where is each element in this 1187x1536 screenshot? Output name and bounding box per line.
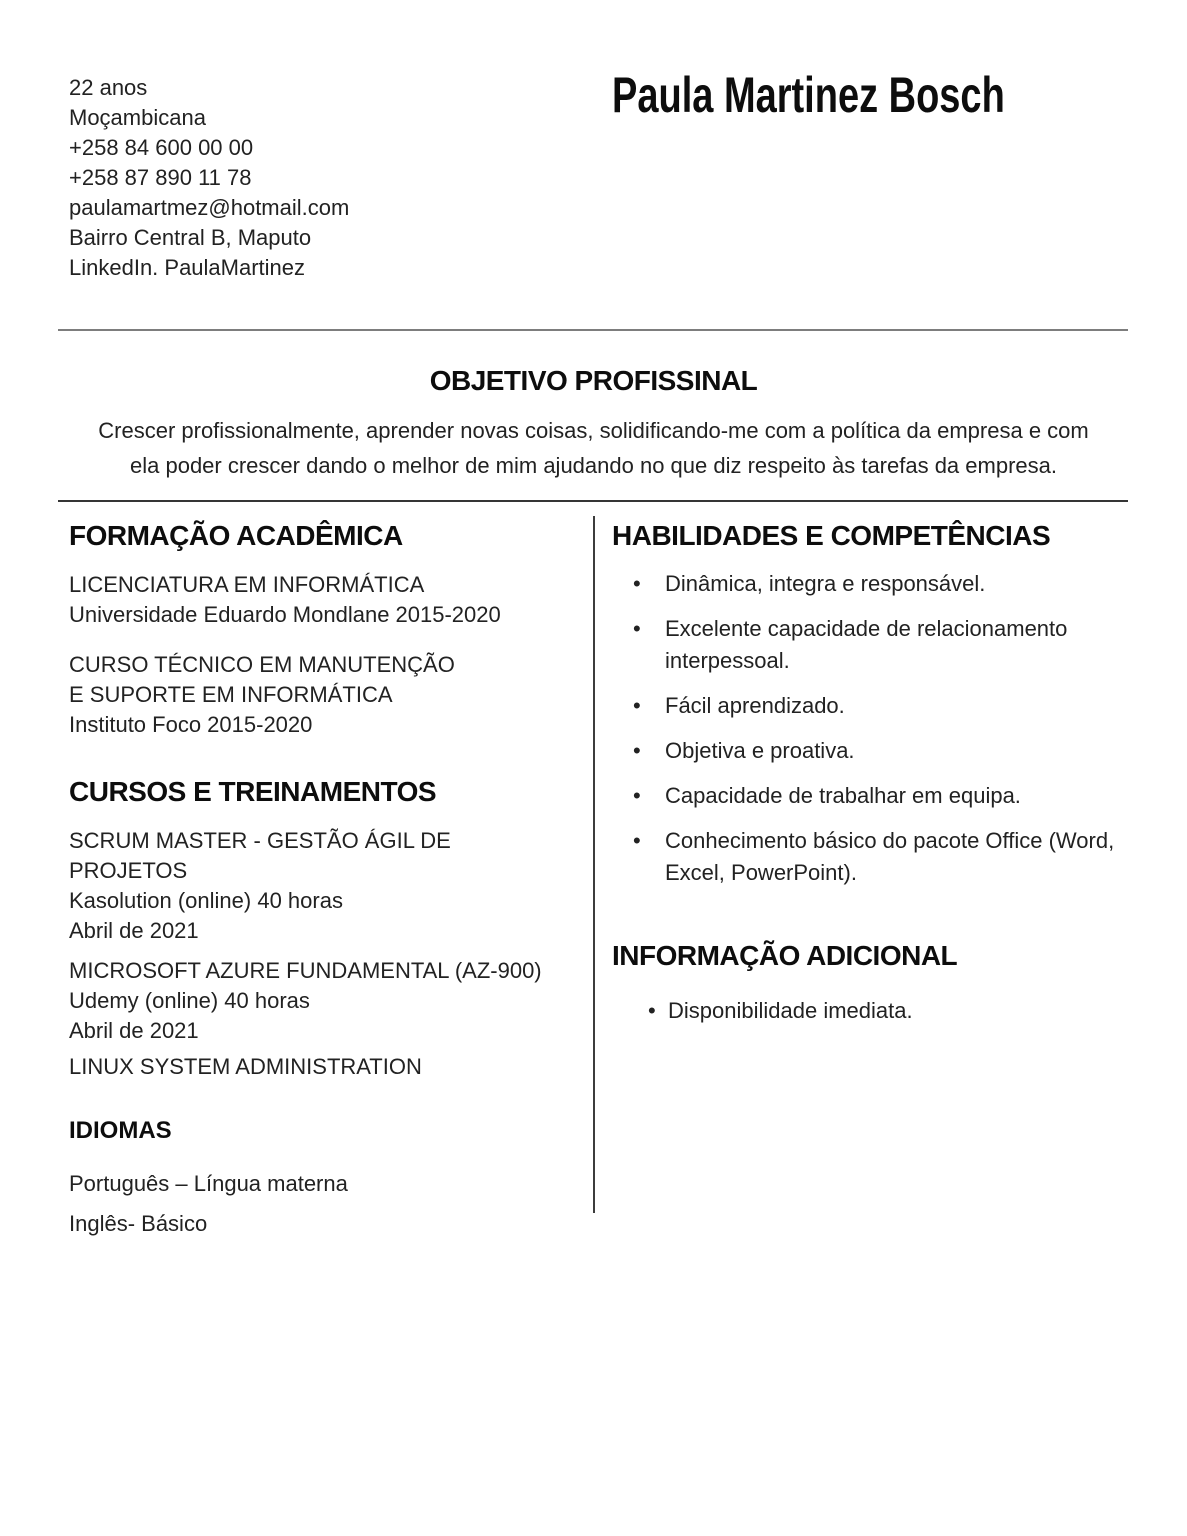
course-date: Abril de 2021 — [69, 1018, 199, 1043]
skill-item — [612, 613, 1132, 677]
contact-phone-1: +258 84 600 00 00 — [69, 135, 254, 160]
additional-info-item — [612, 995, 1132, 1027]
education-school: Instituto Foco 2015-2020 — [69, 712, 313, 737]
section-title-adicional: INFORMAÇÃO ADICIONAL — [612, 940, 958, 971]
course-name: LINUX SYSTEM ADMINISTRATION — [69, 1054, 422, 1079]
skill-item — [612, 825, 1132, 889]
education-degree-cont: E SUPORTE EM INFORMÁTICA — [69, 682, 393, 707]
education-school: Universidade Eduardo Mondlane 2015-2020 — [69, 602, 501, 627]
contact-linkedin: LinkedIn. PaulaMartinez — [69, 255, 306, 280]
bullet-icon: • — [633, 783, 641, 808]
skill-text: Dinâmica, integra e responsável. — [665, 571, 986, 596]
contact-address: Bairro Central B, Maputo — [69, 225, 312, 250]
course-provider: Udemy (online) 40 horas — [69, 988, 310, 1013]
education-entry-licenciatura — [69, 570, 575, 630]
course-date: Abril de 2021 — [69, 918, 199, 943]
right-column — [612, 518, 1132, 1040]
course-entry-azure — [69, 956, 575, 1046]
additional-info-text: Disponibilidade imediata. — [668, 998, 913, 1023]
contact-email: paulamartmez@hotmail.com — [69, 195, 350, 220]
section-title-habilidades: HABILIDADES E COMPETÊNCIAS — [612, 520, 1051, 551]
section-title-cursos: CURSOS E TREINAMENTOS — [69, 776, 437, 807]
bullet-icon: • — [648, 998, 656, 1023]
skill-text: Objetiva e proativa. — [665, 738, 855, 763]
language-item: Português – Língua materna — [69, 1171, 348, 1196]
bullet-icon: • — [633, 828, 641, 853]
contact-block — [69, 73, 349, 283]
skill-item — [612, 735, 1132, 767]
skill-text: Excelente capacidade de relacionamento interpessoal. — [665, 616, 1068, 673]
skill-item — [612, 780, 1132, 812]
education-degree: LICENCIATURA EM INFORMÁTICA — [69, 572, 425, 597]
bullet-icon: • — [633, 571, 641, 596]
skill-text: Fácil aprendizado. — [665, 693, 845, 718]
language-item: Inglês- Básico — [69, 1211, 208, 1236]
course-entry-linux — [69, 1052, 575, 1082]
objective-line-2: ela poder crescer dando o melhor de mim ajudando no que diz respeito às tarefas da empresa. — [130, 453, 1057, 478]
education-degree: CURSO TÉCNICO EM MANUTENÇÃO — [69, 652, 455, 677]
course-name: SCRUM MASTER - GESTÃO ÁGIL DE PROJETOS — [69, 828, 451, 883]
column-divider — [593, 516, 595, 1213]
left-column — [69, 518, 575, 1239]
additional-info-list — [612, 995, 1132, 1027]
bullet-icon: • — [633, 616, 641, 641]
section-title-idiomas: IDIOMAS — [69, 1117, 172, 1144]
objective-text — [66, 413, 1121, 483]
header-rule — [58, 329, 1128, 331]
skill-text: Capacidade de trabalhar em equipa. — [665, 783, 1021, 808]
objective-line-1: Crescer profissionalmente, aprender novas coisas, solidificando-me com a política da empresa e com — [98, 418, 1089, 443]
contact-nationality: Moçambicana — [69, 105, 206, 130]
course-name: MICROSOFT AZURE FUNDAMENTAL (AZ-900) — [69, 958, 542, 983]
course-provider: Kasolution (online) 40 horas — [69, 888, 343, 913]
contact-age: 22 anos — [69, 75, 148, 100]
candidate-name-text: Paula Martinez Bosch — [612, 67, 1005, 123]
skill-item — [612, 690, 1132, 722]
skills-list — [612, 568, 1132, 889]
section-title-formacao: FORMAÇÃO ACADÊMICA — [69, 520, 403, 551]
objective-title: OBJETIVO PROFISSINAL — [429, 365, 758, 396]
bullet-icon: • — [633, 738, 641, 763]
skill-item — [612, 568, 1132, 600]
skill-text: Conhecimento básico do pacote Office (Word, Excel, PowerPoint). — [665, 828, 1115, 885]
contact-phone-2: +258 87 890 11 78 — [69, 165, 252, 190]
section-rule — [58, 500, 1128, 502]
candidate-name — [430, 66, 1187, 124]
bullet-icon: • — [633, 693, 641, 718]
course-entry-scrum — [69, 826, 575, 946]
education-entry-curso-tecnico — [69, 650, 575, 740]
